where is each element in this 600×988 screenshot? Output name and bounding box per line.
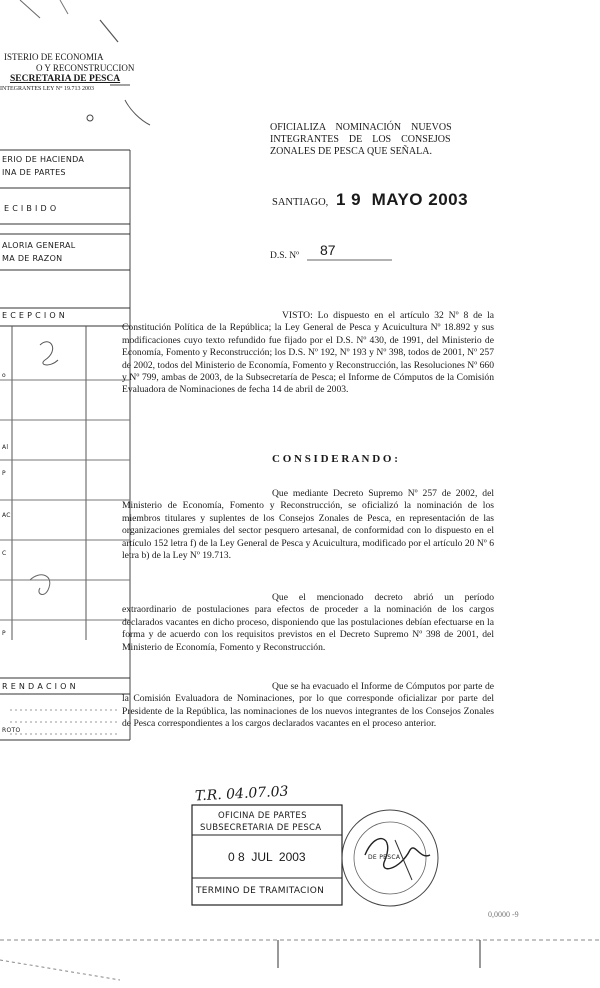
hacienda-stamp-line-1: ERIO DE HACIENDA [2, 155, 85, 164]
recepcion-row-label-2: Al [2, 444, 9, 451]
recepcion-label: E C E P C I O N [2, 311, 66, 320]
considerando-paragraph-2: Que el mencionado decreto abrió un período extraordinario de postulaciones para efectos de proceder a la nominación de los cargos declarados vacantes en dicho proceso, disponiendo que las postulaciones debían efectuarse en la forma y de acuerdo con los requisitos previstos en el Decreto Supremo Nº 398 de 2001, del Ministerio de Economía, Fomento y Reconstrucción. [122, 592, 494, 653]
decree-date: 1 9 MAYO 2003 [336, 190, 469, 209]
recepcion-row-label-5: C [2, 550, 7, 557]
oficina-stamp-line-2: SUBSECRETARIA DE PESCA [200, 823, 322, 833]
place-label: SANTIAGO, [272, 197, 329, 208]
letterhead-line-3: SECRETARIA DE PESCA [10, 74, 121, 84]
letterhead-line-4: INTEGRANTES LEY N° 19.713 2003 [0, 86, 95, 92]
considerando-paragraph-1: Que mediante Decreto Supremo Nº 257 de 2002, del Ministerio de Economía, Fomento y Reconstrucción, se oficializó la nominación de los miembros titulares y suplentes de los Consejos Zonales de Pesca, en representación de las organizaciones gremiales del sector pesquero artesanal, de conformidad con lo dispuesto en el artículo 152 letra f) de la Ley General de Pesca y Acuicultura, modificado por el artículo 20 Nº 6 letra b) de la Ley Nº 19.713. [122, 488, 494, 562]
round-stamp-text: DE PESCA [368, 854, 401, 861]
recepcion-row-label-4: AC [2, 512, 11, 519]
considerando-heading: C O N S I D E R A N D O : [272, 453, 398, 465]
refrendacion-row-label: ROTO [2, 727, 21, 734]
subject-line-3: ZONALES DE PESCA QUE SEÑALA. [270, 146, 432, 157]
oficina-stamp-line-1: OFICINA DE PARTES [218, 811, 307, 821]
page-mark: 0,0000 -9 [488, 910, 519, 919]
hacienda-stamp-line-2: INA DE PARTES [2, 168, 66, 177]
recibido-label: E C I B I D O [4, 204, 57, 213]
refrendacion-label: R E N D A C I O N [2, 682, 76, 691]
decree-number-label: D.S. Nº [270, 251, 300, 261]
contraloria-stamp-line-1: ALORIA GENERAL [2, 241, 76, 250]
recepcion-row-label-3: P [2, 470, 6, 477]
subject-line-2: INTEGRANTES DE LOS CONSEJOS [270, 134, 451, 145]
letterhead-line-1: ISTERIO DE ECONOMIA [4, 52, 104, 62]
subject-line-1: OFICIALIZA NOMINACIÓN NUEVOS [270, 122, 452, 133]
oficina-stamp-date: 0 8 JUL 2003 [228, 850, 306, 864]
contraloria-stamp-line-2: MA DE RAZON [2, 254, 63, 263]
recepcion-row-label-1: o [2, 372, 6, 379]
recepcion-row-label-6: P [2, 630, 6, 637]
decree-subject [270, 122, 495, 158]
decree-number: 87 [320, 242, 336, 258]
handwritten-note: T.R. 04.07.03 [194, 783, 289, 805]
visto-paragraph: VISTO: Lo dispuesto en el artículo 32 Nº 8 de la Constitución Política de la República; la Ley General de Pesca y Acuicultura Nº 18.892 y sus modificaciones cuyo texto refundido fue fijado por el D.S. Nº 430, de 1991, del Ministerio de Economía, Fomento y Reconstrucción; los D.S. Nº 192, Nº 193 y Nº 398, todos de 2001, Nº 257 de 2002, todos del Ministerio de Economía, Fomento y Reconstrucción, las Resoluciones Nº 660 y Nº 799, ambas de 2003, de la Subsecretaría de Pesca; el Informe de Cómputos de la Comisión Evaluadora de Nominaciones de fecha 14 de abril de 2003. [122, 310, 494, 396]
letterhead-line-2: O Y RECONSTRUCCION [36, 63, 135, 73]
oficina-stamp-footer: TERMINO DE TRAMITACION [196, 886, 325, 896]
considerando-paragraph-3: Que se ha evacuado el Informe de Cómputos por parte de la Comisión Evaluadora de Nominaciones, por lo que corresponde oficializar por parte del Presidente de la República, las nominaciones de los nuevos integrantes de los Consejos Zonales de Pesca correspondientes a los cargos declarados vacantes en el proceso anterior. [122, 681, 494, 730]
